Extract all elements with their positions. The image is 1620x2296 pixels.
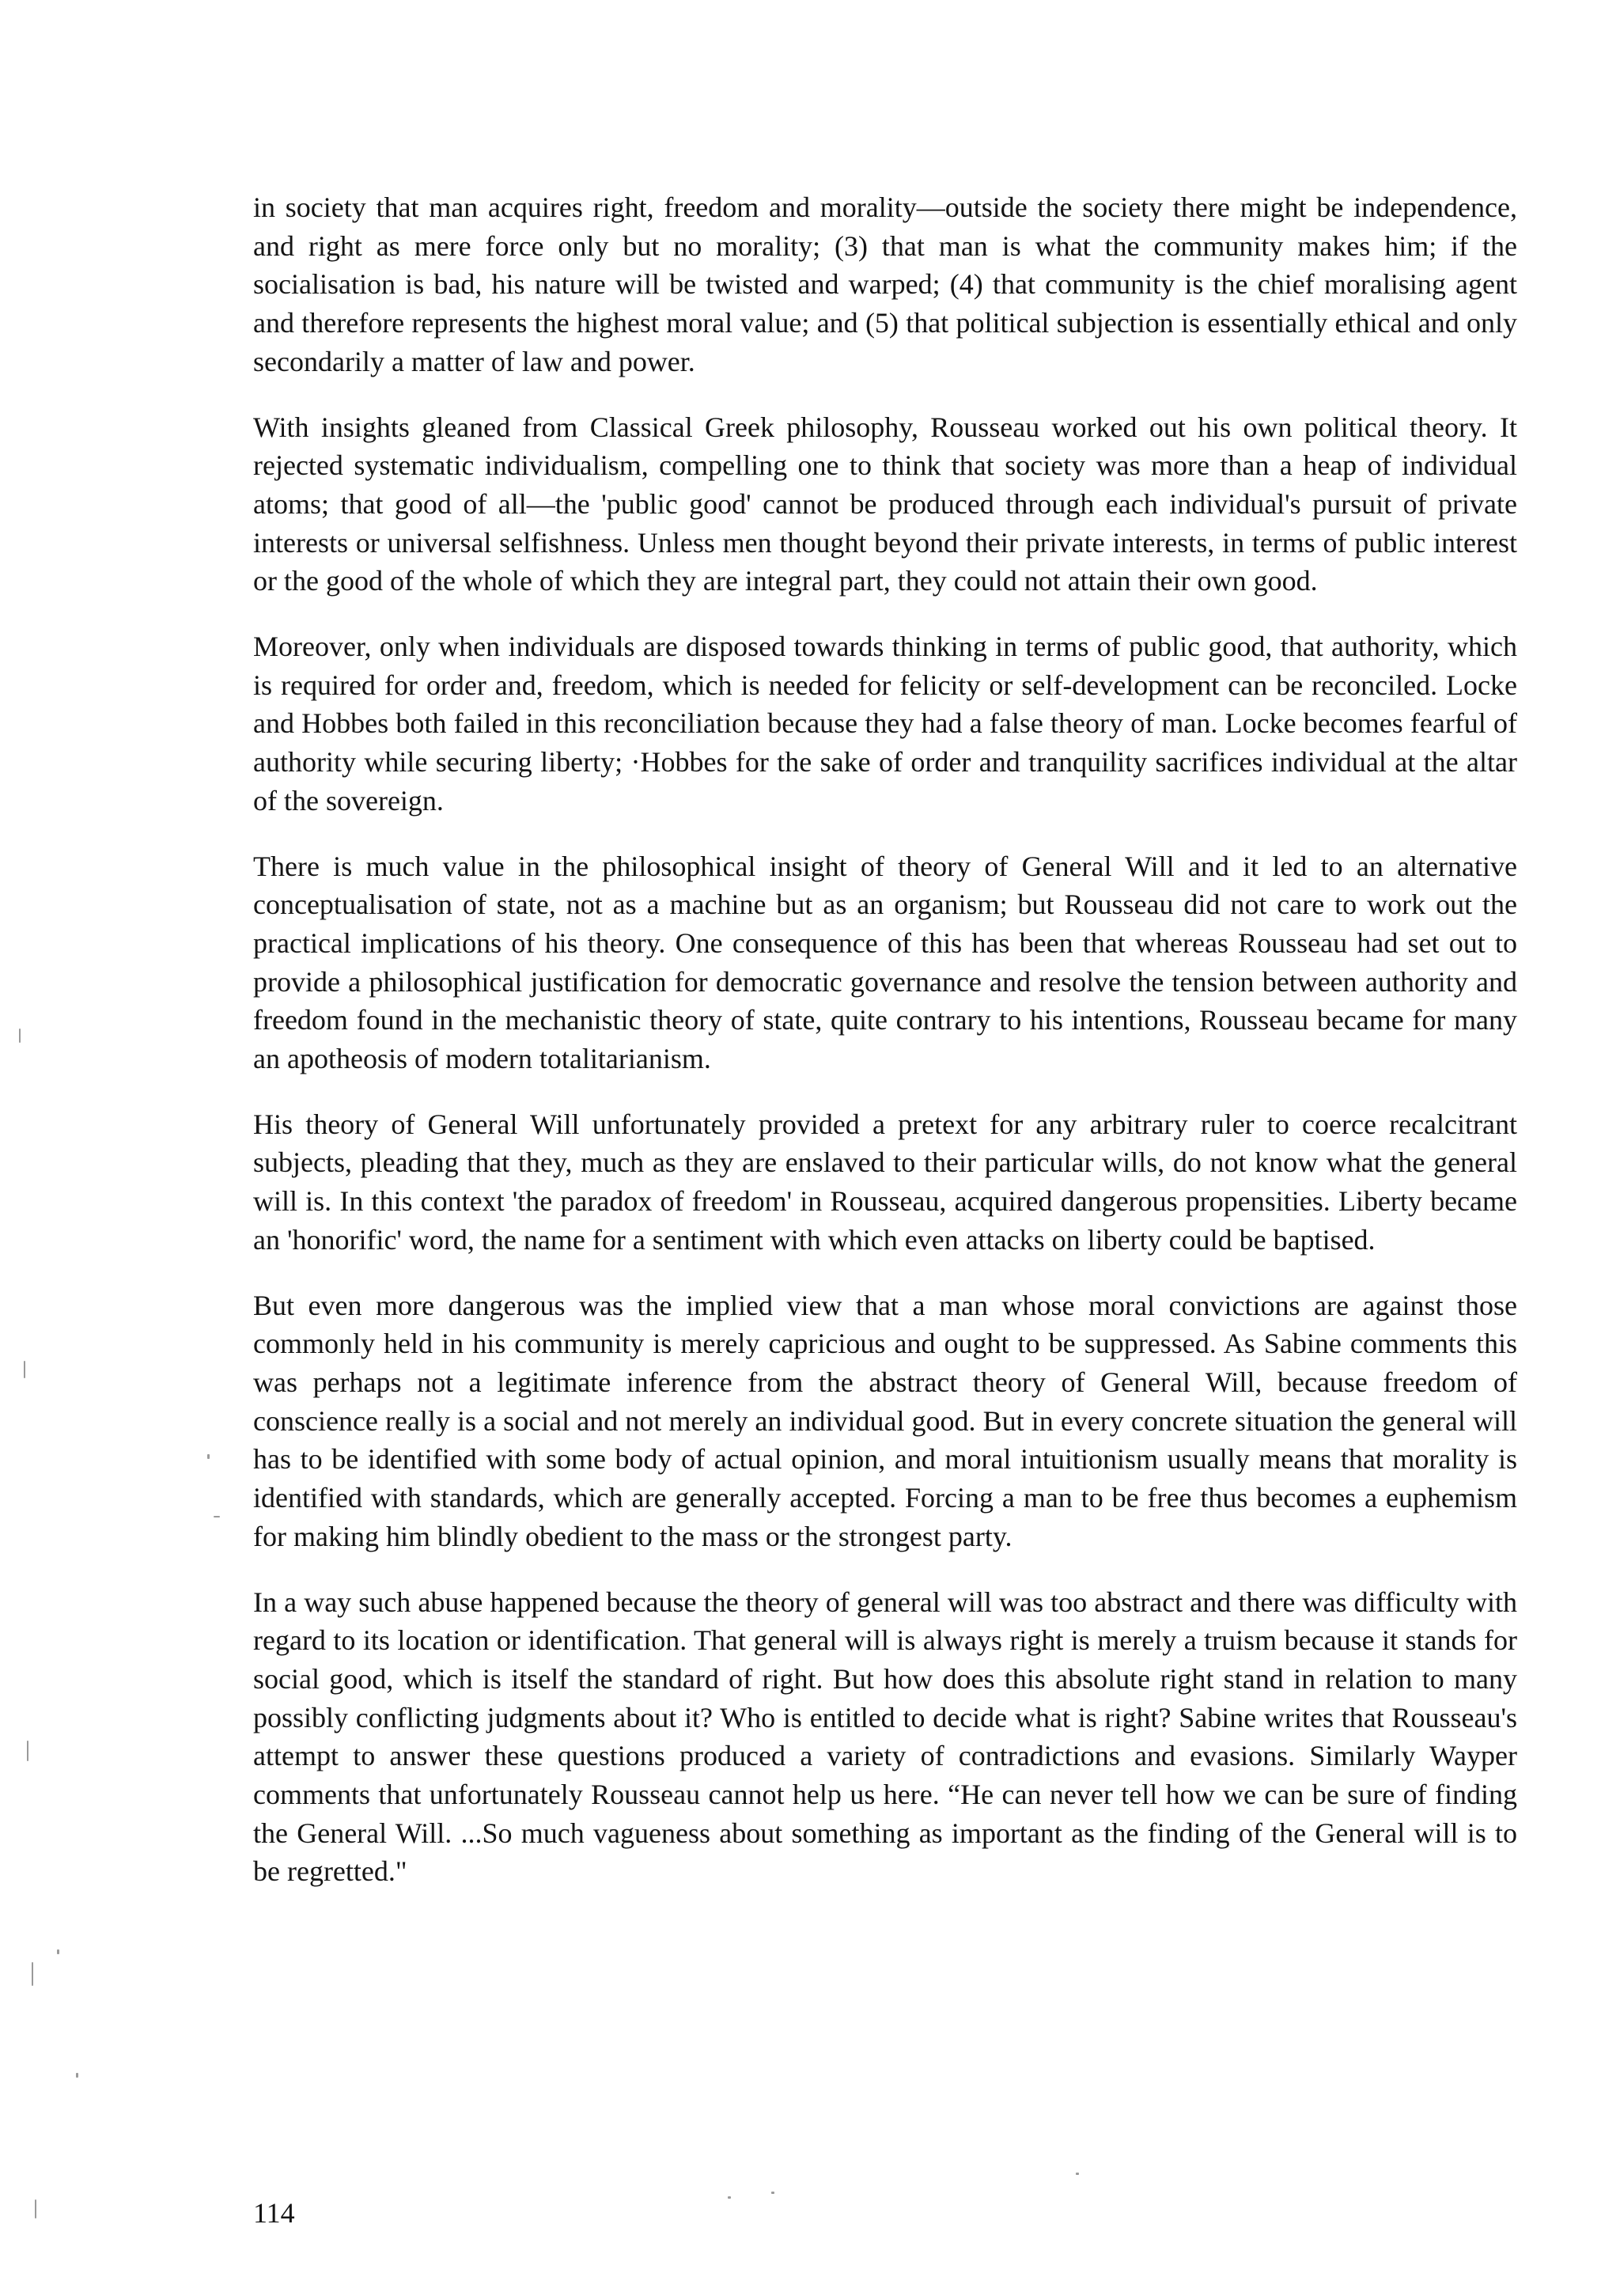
paragraph-3: Moreover, only when individuals are disposed towards thinking in terms of public good, that authority, which is required for order and, freedom, which is needed for felicity or self-development can be reconciled. Locke and Hobbes both failed in this reconciliation because they had a false theory of man. Locke becomes fearful of authority while securing liberty; ·Hobbes for the sake of order and tranquility sacrifices individual at the altar of the sovereign. bbox=[253, 631, 1517, 816]
scan-speck bbox=[728, 2196, 731, 2199]
paragraph-7: In a way such abuse happened because the theory of general will was too abstract and there was difficulty with regard to its location or identification. That general will is always right is merely a truism because it stands for social good, which is itself the standard of right. But how does this absolute right stand in relation to many possibly conflicting judgments about it? Who is entitled to decide what is right? Sabine writes that Rousseau's attempt to answer these questions produced a variety of contradictions and evasions. Similarly Wayper comments that unfortunately Rousseau cannot help us here. “He can never tell how we can be sure of finding the General Will. ...So much vagueness about something as important as the finding of the General will is to be regretted." bbox=[253, 1586, 1517, 1888]
page-number: 114 bbox=[253, 2197, 295, 2229]
scan-speck bbox=[1076, 2173, 1079, 2175]
scan-speck bbox=[207, 1454, 210, 1459]
scan-speck bbox=[19, 1029, 21, 1043]
scan-speck bbox=[76, 2073, 78, 2078]
scan-speck bbox=[771, 2192, 774, 2194]
scan-speck bbox=[35, 2199, 36, 2218]
scan-speck bbox=[214, 1516, 220, 1517]
paragraph-5: His theory of General Will unfortunately provided a pretext for any arbitrary ruler to coerce recalcitrant subjects, pleading that they, much as they are enslaved to their particular wills, do not know what the general will is. In this context 'the paradox of freedom' in Rousseau, acquired dangerous propensities. Liberty became an 'honorific' word, the name for a sentiment with which even attacks on liberty could be baptised. bbox=[253, 1108, 1517, 1256]
paragraph-4: There is much value in the philosophical insight of theory of General Will and it led to an alternative conceptualisation of state, not as a machine but as an organism; but Rousseau did not care to work out the practical implications of his theory. One consequence of this has been that whereas Rousseau had set out to provide a philosophical justification for democratic governance and resolve the tension between authority and freedom found in the mechanistic theory of state, quite contrary to his intentions, Rousseau became for many an apotheosis of modern totalitarianism. bbox=[253, 850, 1517, 1075]
scan-speck bbox=[32, 1962, 33, 1986]
scan-speck bbox=[27, 1741, 28, 1761]
body-text bbox=[253, 188, 1517, 1918]
paragraph-2: With insights gleaned from Classical Greek philosophy, Rousseau worked out his own political theory. It rejected systematic individualism, compelling one to think that society was more than a heap of individual atoms; that good of all—the 'public good' cannot be produced through each individual's pursuit of private interests or universal selfishness. Unless men thought beyond their private interests, in terms of public interest or the good of the whole of which they are integral part, they could not attain their own good. bbox=[253, 411, 1517, 597]
paragraph-1: in society that man acquires right, freedom and morality—outside the society there might be independence, and right as mere force only but no morality; (3) that man is what the community makes him; if the socialisation is bad, his nature will be twisted and warped; (4) that community is the chief moralising agent and therefore represents the highest moral value; and (5) that political subjection is essentially ethical and only secondarily a matter of law and power. bbox=[253, 191, 1517, 377]
scan-speck bbox=[24, 1361, 25, 1378]
paragraph-6: But even more dangerous was the implied view that a man whose moral convictions are against those commonly held in his community is merely capricious and ought to be suppressed. As Sabine comments this was perhaps not a legitimate inference from the abstract theory of General Will, because freedom of conscience really is a social and not merely an individual good. But in every concrete situation the general will has to be identified with some body of actual opinion, and moral intuitionism usually means that morality is identified with standards, which are generally accepted. Forcing a man to be free thus becomes a euphemism for making him blindly obedient to the mass or the strongest party. bbox=[253, 1289, 1517, 1552]
scan-speck bbox=[57, 1949, 59, 1954]
